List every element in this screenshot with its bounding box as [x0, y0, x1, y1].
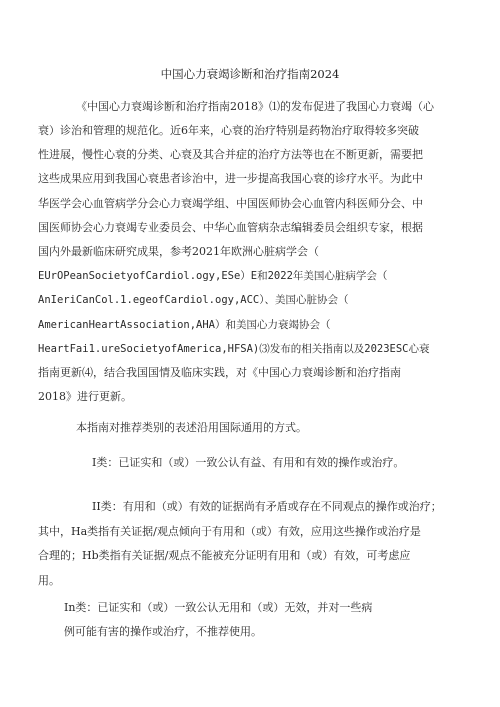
class-ii-line-1: II类：有用和（或）有效的证据尚有矛盾或存在不同观点的操作或治疗； — [92, 500, 442, 513]
paragraph-line-11: HeartFai1.ureSocietyofAmerica,HFSA)⑶发布的相关指南以及2023ESC心衰 — [38, 343, 430, 355]
class-ii-line-3: 合理的；Hb类指有关证据/观点不能被充分证明有用和（或）有效，可考虑应 — [38, 549, 411, 562]
paragraph-line-8: EUrOPeanSocietyofCardiol.ogy,ESe）E和2022年美国心脏病学会（ — [38, 270, 388, 282]
class-iii-line-1: In类：已证实和（或）一致公认无用和（或）无效，并对一些病 — [64, 601, 373, 614]
paragraph-line-1: 《中国心力衰竭诊断和治疗指南2018》⑴的发布促进了我国心力衰竭（心 — [76, 100, 434, 113]
class-i-text: I类：已证实和（或）一致公认有益、有用和有效的操作或治疗。 — [92, 456, 405, 469]
paragraph-line-2: 衰）诊治和管理的规范化。近6年来，心衰的治疗特别是药物治疗取得较多突破 — [38, 124, 419, 137]
paragraph-line-13: 2018》进行更新。 — [38, 390, 132, 403]
class-ii-line-4: 用。 — [38, 574, 60, 587]
paragraph-line-10: AmericanHeartAssociation,AHA）和美国心力衰竭协会（ — [38, 319, 331, 331]
paragraph-line-6: 国医师协会心力衰竭专业委员会、中华心血管病杂志编辑委员会组织专家，根据 — [38, 221, 423, 234]
paragraph-line-7: 国内外最新临床研究成果，参考2021年欧洲心脏病学会（ — [38, 245, 319, 258]
document-title: 中国心力衰竭诊断和治疗指南2024 — [160, 67, 340, 81]
paragraph-line-9: AnIeriCanCol.1.egeofCardiol.ogy,ACC）、美国心脏协会（ — [38, 294, 349, 306]
paragraph-line-4: 这些成果应用到我国心衰患者诊治中，进一步提高我国心衰的诊疗水平。为此中 — [38, 172, 423, 185]
class-ii-line-2: 其中，Ha类指有关证据/观点倾向于有用和（或）有效，应用这些操作或治疗是 — [38, 525, 421, 538]
recommendation-intro: 本指南对推荐类别的表述沿用国际通用的方式。 — [76, 421, 307, 434]
paragraph-line-12: 指南更新⑷，结合我国国情及临床实践，对《中国心力衰竭诊断和治疗指南 — [38, 366, 401, 379]
paragraph-line-3: 性进展，慢性心衰的分类、心衰及其合并症的治疗方法等也在不断更新，需要把 — [38, 148, 423, 161]
class-iii-line-2: 例可能有害的操作或治疗，不推荐使用。 — [64, 625, 262, 638]
paragraph-line-5: 华医学会心血管病学分会心力衰竭学组、中国医师协会心血管内科医师分会、中 — [38, 197, 423, 210]
